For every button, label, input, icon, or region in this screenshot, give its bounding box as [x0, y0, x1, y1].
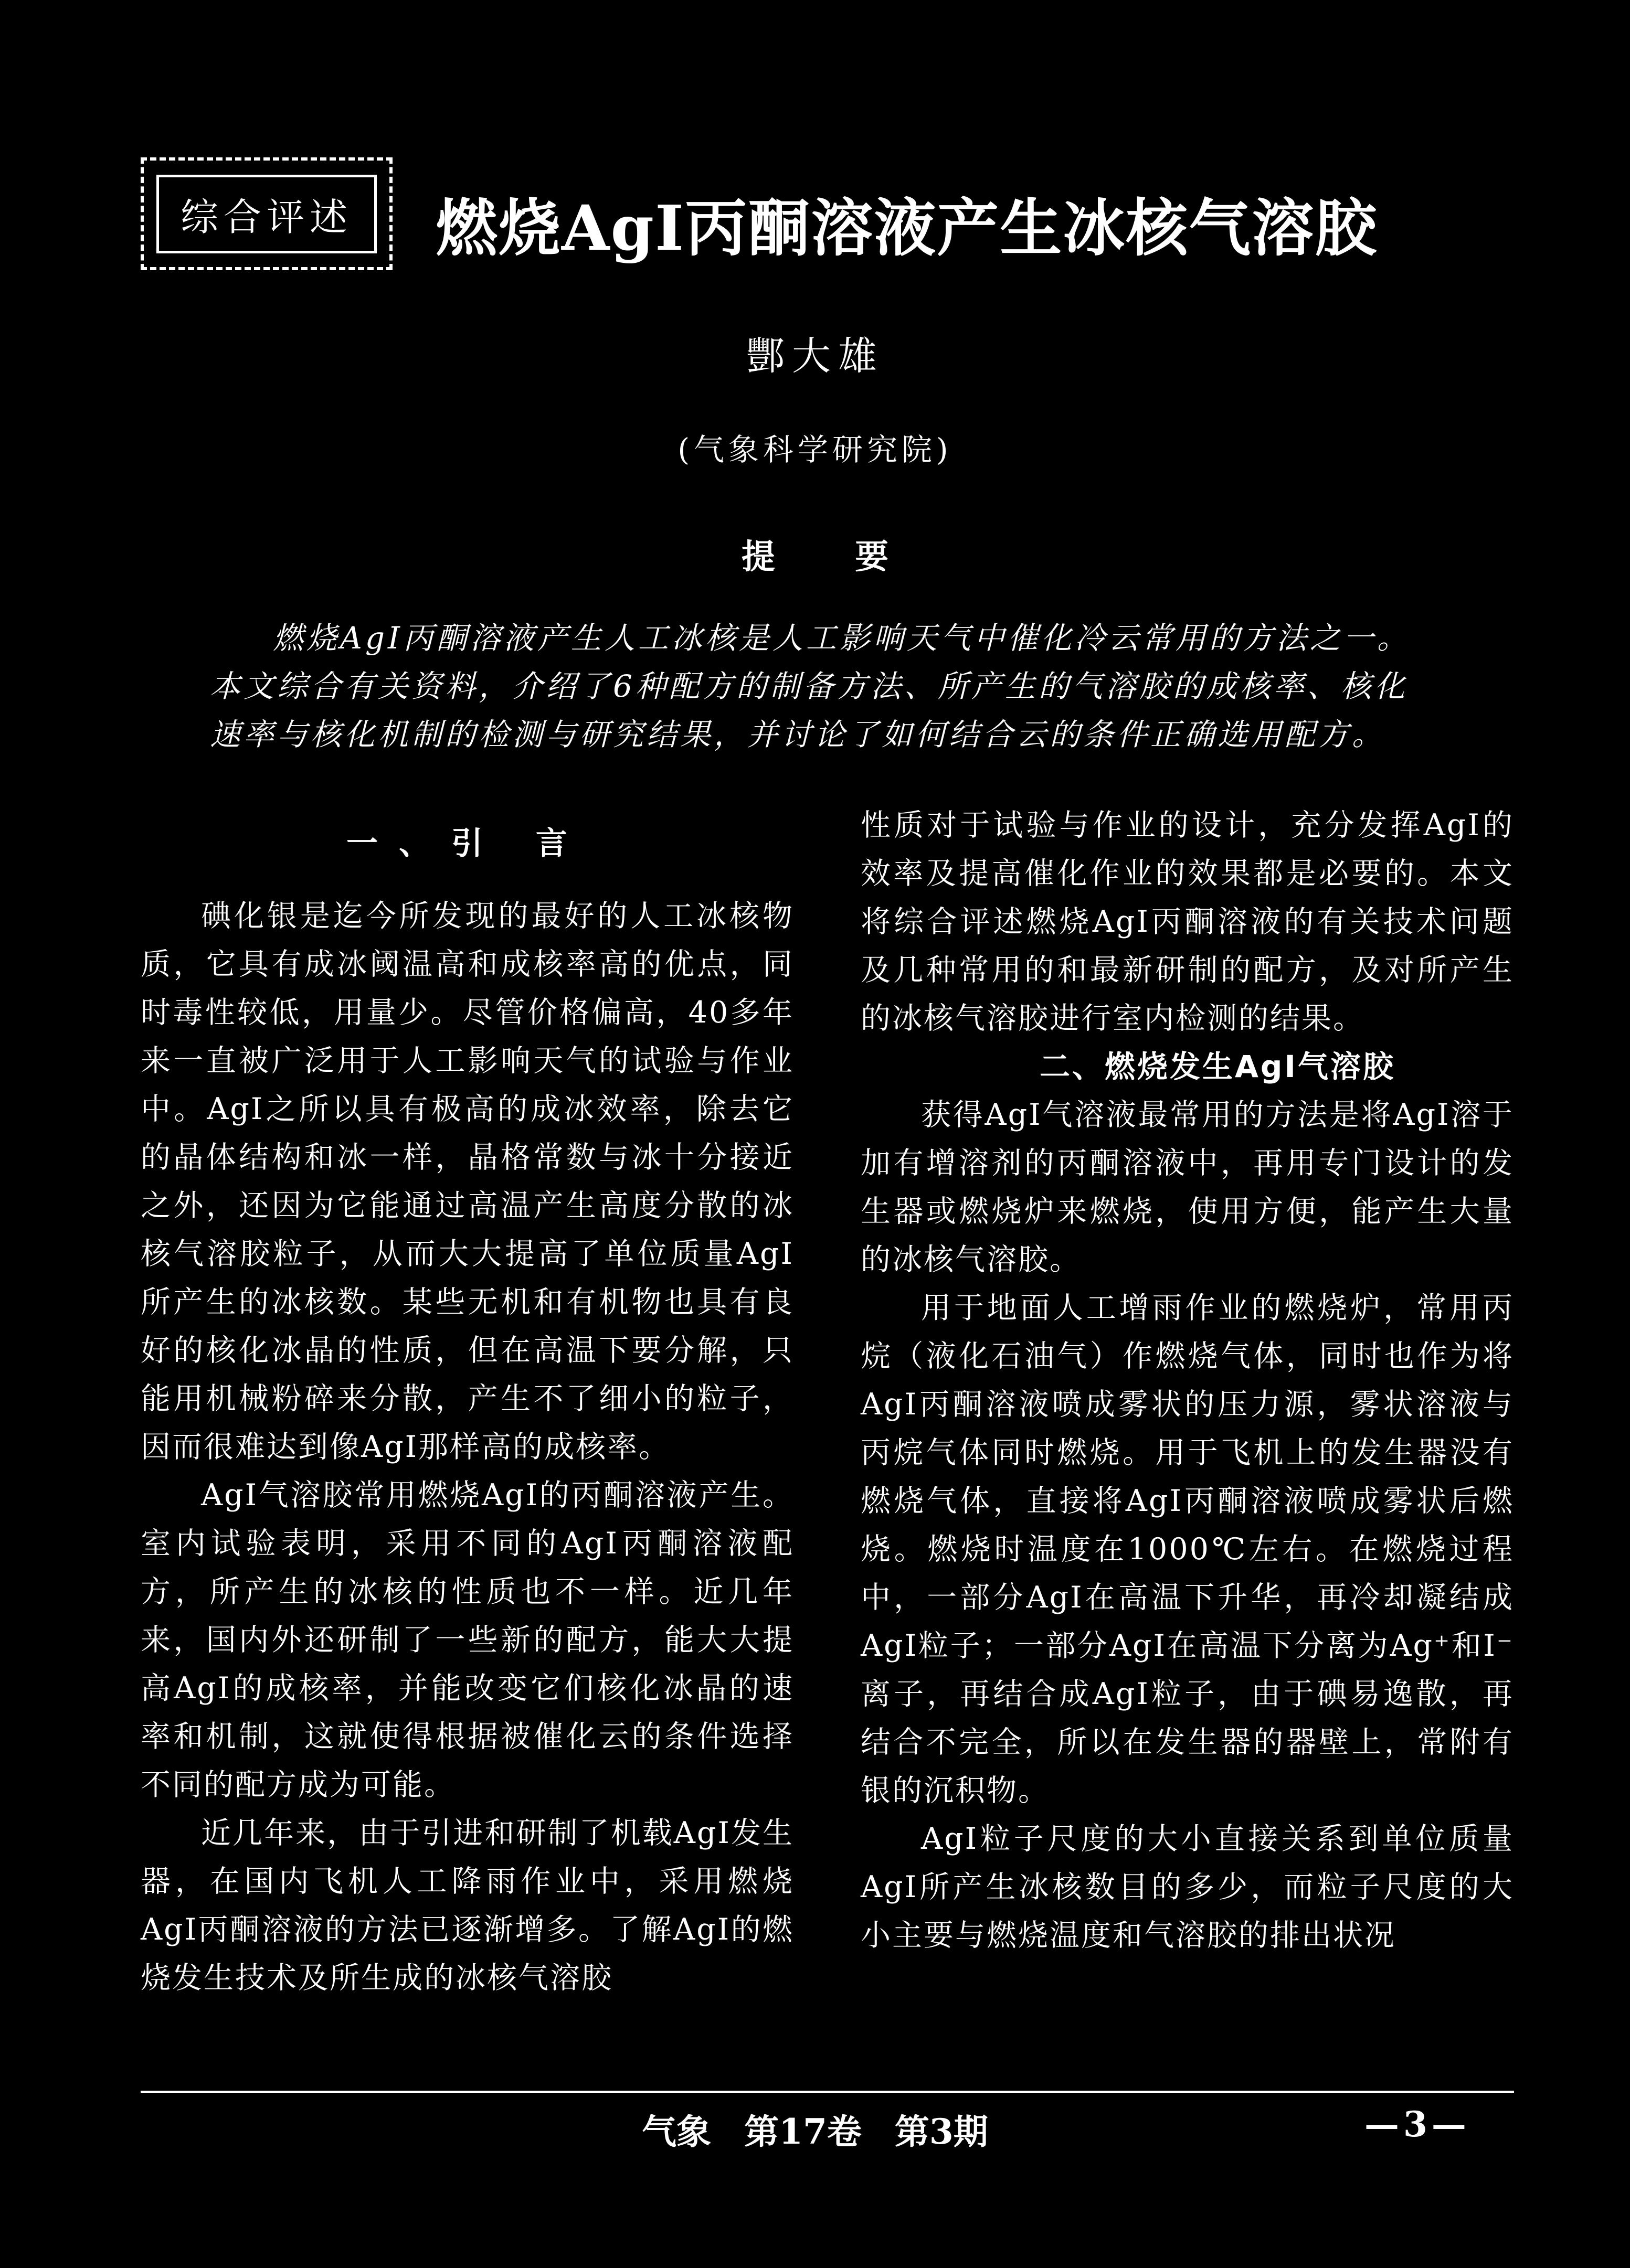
article-title: 燃烧AgI丙酮溶液产生冰核气溶胶: [436, 191, 1378, 264]
section2-heading: 二、燃烧发生AgI气溶胶: [1040, 1049, 1395, 1084]
paragraph: 近几年来，由于引进和研制了机载AgI发生器，在国内飞机人工降雨作业中，采用燃烧AgI丙酮溶液的方法已逐渐增多。了解AgI的燃烧发生技术及所生成的冰核气溶胶: [141, 1816, 794, 1995]
journal-info: 气象 第17卷 第3期: [642, 2111, 988, 2152]
section-badge-label: 综合评述: [156, 175, 377, 253]
author: 酆大雄: [746, 334, 884, 379]
paragraph-continuation: 性质对于试验与作业的设计，充分发挥AgI的效率及提高催化作业的效果都是必要的。本文将综合评述燃烧AgI丙酮溶液的有关技术问题及几种常用的和最新研制的配方，及对所产生的冰核气溶胶进行室内检测的结果。: [861, 808, 1514, 1036]
section1-heading: 一、引 言: [346, 825, 588, 862]
footer-rule: [141, 2091, 1514, 2093]
section1-heading-wrap: [141, 818, 794, 864]
section-badge: [141, 157, 393, 270]
paragraph: AgI气溶胶常用燃烧AgI的丙酮溶液产生。室内试验表明，采用不同的AgI丙酮溶液配方，所产生的冰核的性质也不一样。近几年来，国内外还研制了一些新的配方，能大大提高AgI的成核率，并能改变它们核化冰晶的速率和机制，这就使得根据被催化云的条件选择不同的配方成为可能。: [141, 1478, 794, 1802]
paragraph: 获得AgI气溶液最常用的方法是将AgI溶于加有增溶剂的丙酮溶液中，再用专门设计的发生器或燃烧炉来燃烧，使用方便，能产生大量的冰核气溶胶。: [861, 1098, 1514, 1277]
abstract-text: 燃烧AgI丙酮溶液产生人工冰核是人工影响天气中催化冷云常用的方法之一。本文综合有关资料，介绍了6种配方的制备方法、所产生的气溶胶的成核率、核化速率与核化机制的检测与研究结果，并讨论了如何结合云的条件正确选用配方。: [210, 620, 1411, 752]
page-number: —3—: [1364, 2104, 1470, 2145]
right-column: [861, 801, 1514, 1960]
paragraph: AgI粒子尺度的大小直接关系到单位质量AgI所产生冰核数目的多少，而粒子尺度的大小主要与燃烧温度和气溶胶的排出状况: [861, 1822, 1514, 1953]
left-column: [141, 892, 794, 2002]
affiliation: (气象科学研究院): [678, 432, 952, 467]
paragraph: 用于地面人工增雨作业的燃烧炉，常用丙烷（液化石油气）作燃烧气体，同时也作为将AgI丙酮溶液喷成雾状的压力源，雾状溶液与丙烷气体同时燃烧。用于飞机上的发生器没有燃烧气体，直接将AgI丙酮溶液喷成雾状后燃烧。燃烧时温度在1000℃左右。在燃烧过程中，一部分AgI在高温下升华，再冷却凝结成AgI粒子；一部分AgI在高温下分离为Ag⁺和I⁻离子，再结合成AgI粒子，由于碘易逸散，再结合不完全，所以在发生器的器壁上，常附有银的沉积物。: [861, 1291, 1514, 1808]
paragraph: 碘化银是迄今所发现的最好的人工冰核物质，它具有成冰阈温高和成核率高的优点，同时毒性较低，用量少。尽管价格偏高，40多年来一直被广泛用于人工影响天气的试验与作业中。AgI之所以具有极高的成冰效率，除去它的晶体结构和冰一样，晶格常数与冰十分接近之外，还因为它能通过高温产生高度分散的冰核气溶胶粒子，从而大大提高了单位质量AgI所产生的冰核数。某些无机和有机物也具有良好的核化冰晶的性质，但在高温下要分解，只能用机械粉碎来分散，产生不了细小的粒子，因而很难达到像AgI那样高的成核率。: [141, 899, 794, 1464]
abstract-heading: 提 要: [741, 537, 889, 577]
